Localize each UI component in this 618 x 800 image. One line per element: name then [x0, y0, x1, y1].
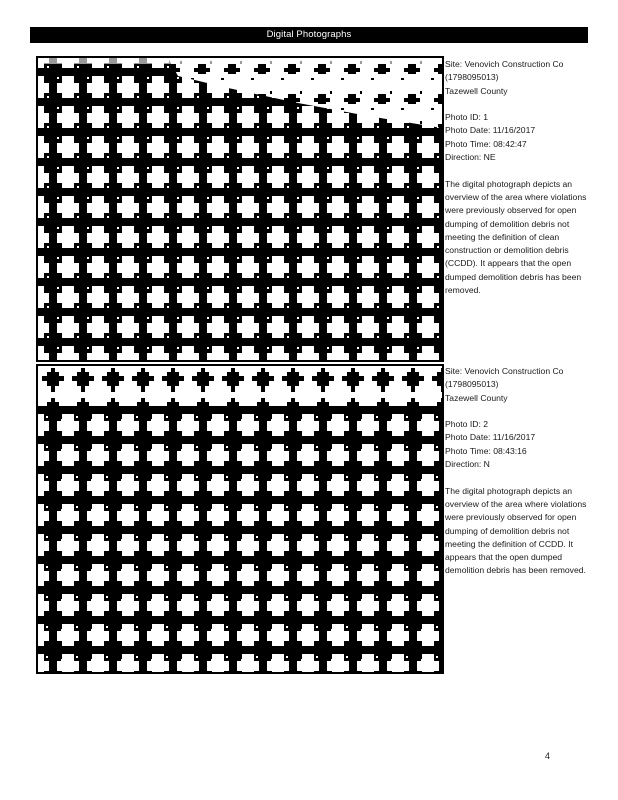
photo-2-id: Photo ID: 2 [445, 419, 488, 430]
photo-1-county: Tazewell County [445, 85, 508, 96]
photo-1 [36, 56, 444, 362]
photo-1-direction: Direction: NE [445, 152, 496, 163]
photo-2-time: Photo Time: 08:43:16 [445, 445, 527, 456]
photo-1-date: Photo Date: 11/16/2017 [445, 125, 536, 136]
photo-2-county: Tazewell County [445, 392, 508, 403]
photo-2-site-id: (1798095013) [445, 379, 499, 390]
photo-1-time: Photo Time: 08:42:47 [445, 138, 527, 149]
photo-2-direction: Direction: N [445, 459, 490, 470]
photo-1-site-id: (1798095013) [445, 72, 499, 83]
photo-1-description: The digital photograph depicts an overview of the area where violations were previously observed for open dumping of demolition debris not meeting the definition of clean construction or demolition debris (CCDD). It appears that the open dumped demolition debris has been removed. [445, 178, 587, 296]
photo-1-id: Photo ID: 1 [445, 112, 488, 123]
photo-1-image [38, 58, 442, 360]
photo-2-description: The digital photograph depicts an overview of the area where violations were previously observed for open dumping of demolition debris not meeting the definition of CCDD. It appears that the open dumped demolition debris has been removed. [445, 485, 587, 576]
section-header [30, 27, 588, 43]
page-number: 4 [545, 751, 551, 761]
photo-1-site: Site: Venovich Construction Co [445, 59, 564, 69]
photo-2-image [38, 366, 442, 672]
section-title: Digital Photographs [266, 29, 352, 40]
photo-2-caption [445, 365, 593, 578]
photo-1-caption [445, 58, 593, 297]
photo-2-date: Photo Date: 11/16/2017 [445, 432, 536, 443]
photo-2 [36, 364, 444, 674]
photo-2-site: Site: Venovich Construction Co [445, 366, 564, 376]
